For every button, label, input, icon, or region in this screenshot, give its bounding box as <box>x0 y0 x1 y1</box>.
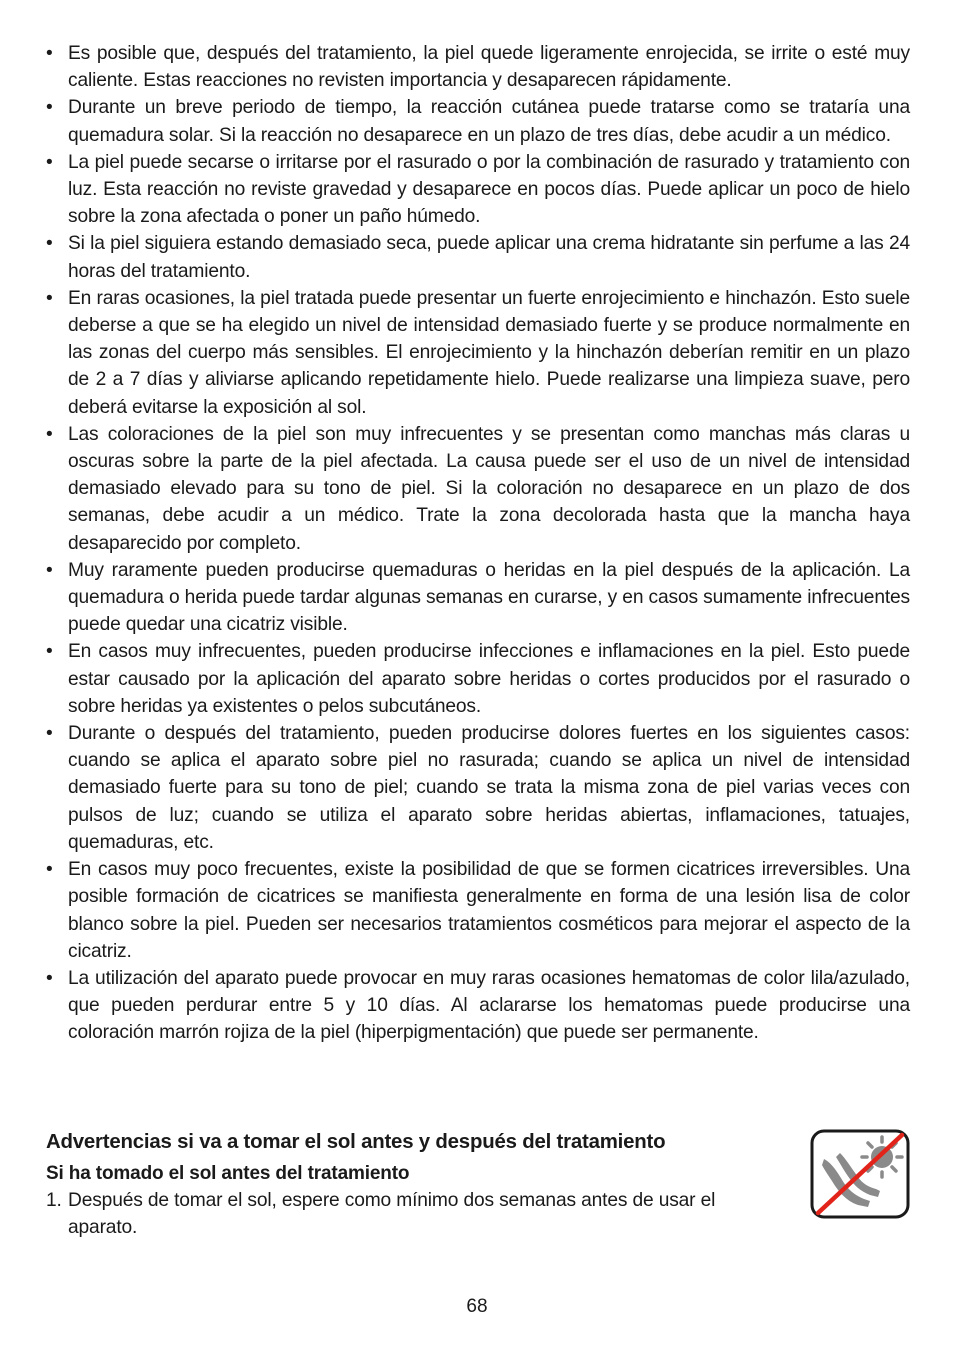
list-item <box>46 638 910 720</box>
page-number: 68 <box>466 1296 488 1317</box>
section-subheading: Si ha tomado el sol antes del tratamiento <box>46 1163 410 1184</box>
side-effects-list <box>46 40 910 1047</box>
list-item <box>46 421 910 557</box>
section-heading: Advertencias si va a tomar el sol antes y después del tratamiento <box>46 1131 666 1153</box>
bullet-marker: • <box>46 43 53 64</box>
list-item <box>46 40 910 94</box>
bullet-marker: • <box>46 423 53 445</box>
list-item-text: En raras ocasiones, la piel tratada puede presentar un fuerte enrojecimiento e hinchazón. Esto suele deberse a que se ha elegido un nivel de intensidad demasiado fuerte y se produce normalmente en las zonas del cuerpo más sensibles. El enrojecimiento y la hinchazón deberían remitir en un plazo de 2 a 7 días y aliviarse aplicando repetidamente hielo. Puede realizarse una limpieza suave, pero deberá evitarse la exposición al sol. <box>68 287 910 418</box>
bullet-marker: • <box>46 859 53 881</box>
list-item-text: En casos muy poco frecuentes, existe la posibilidad de que se formen cicatrices irreversibles. Una posible formación de cicatrices se manifiesta generalmente en forma de una lesión lisa de color blanco sobre la piel. Pueden ser necesarios tratamientos cosméticos para mejorar el aspecto de la cicatriz. <box>68 859 910 962</box>
list-item <box>46 856 910 965</box>
bullet-marker: • <box>46 287 53 309</box>
list-item <box>46 94 910 148</box>
list-item <box>46 230 910 284</box>
list-item <box>46 149 910 231</box>
step-text: Después de tomar el sol, espere como mínimo dos semanas antes de usar el aparato. <box>68 1190 716 1239</box>
list-item <box>46 720 910 856</box>
list-item-text: Muy raramente pueden producirse quemaduras o heridas en la piel después de la aplicación. La quemadura o herida puede tardar algunas semanas en curarse, y en casos sumamente infrecuentes puede quedar una cicatriz visible. <box>68 559 910 636</box>
bullet-marker: • <box>46 723 53 745</box>
bullet-marker: • <box>46 97 53 119</box>
bullet-marker: • <box>46 559 53 581</box>
steps-list <box>46 1187 786 1241</box>
bullet-marker: • <box>46 151 53 173</box>
bullet-marker: • <box>46 641 53 663</box>
sun-warnings-section <box>46 1128 910 1241</box>
step-number: 1. <box>46 1190 62 1211</box>
list-item-text: Durante un breve periodo de tiempo, la reacción cutánea puede tratarse como se trataría una quemadura solar. Si la reacción no desaparece en un plazo de tres días, debe acudir a un médico. <box>68 97 910 146</box>
list-item-text: La utilización del aparato puede provocar en muy raras ocasiones hematomas de color lila/azulado, que pueden perdurar entre 5 y 10 días. Al aclararse los hematomas puede producirse una coloración marrón rojiza de la piel (hiperpigmentación) que puede ser permanente. <box>68 967 910 1044</box>
list-item <box>46 557 910 639</box>
page-body <box>46 40 910 1047</box>
list-item-text: En casos muy infrecuentes, pueden producirse infecciones e inflamaciones en la piel. Esto puede estar causado por la aplicación del aparato sobre heridas o cortes producidos por el rasurado o sobre heridas ya existentes o pelos subcutáneos. <box>68 641 910 717</box>
list-item-text: Es posible que, después del tratamiento, la piel quede ligeramente enrojecida, se irrite o esté muy caliente. Estas reacciones no revisten importancia y desaparecen rápidamente. <box>68 43 910 92</box>
list-item <box>46 1187 786 1241</box>
list-item <box>46 965 910 1047</box>
bullet-marker: • <box>46 233 53 255</box>
list-item <box>46 285 910 421</box>
list-item-text: La piel puede secarse o irritarse por el rasurado o por la combinación de rasurado y tratamiento con luz. Esta reacción no reviste gravedad y desaparece en pocos días. Puede aplicar un poco de hielo sobre la zona afectada o poner un paño húmedo. <box>68 151 910 228</box>
list-item-text: Las coloraciones de la piel son muy infrecuentes y se presentan como manchas más claras u oscuras sobre la parte de la piel afectada. La causa puede ser el uso de un nivel de intensidad demasiado elevado para su tono de piel. Si la coloración no desaparece en un plazo de dos semanas, debe acudir a un médico. Trate la zona decolorada hasta que la mancha haya desaparecido por completo. <box>68 423 910 554</box>
no-sun-exposure-icon <box>810 1129 910 1219</box>
list-item-text: Si la piel siguiera estando demasiado seca, puede aplicar una crema hidratante sin perfume a las 24 horas del tratamiento. <box>68 233 910 282</box>
bullet-marker: • <box>46 967 53 989</box>
list-item-text: Durante o después del tratamiento, pueden producirse dolores fuertes en los siguientes casos: cuando se aplica el aparato sobre piel no rasurada; cuando se aplica un nivel de intensidad demasiado fuerte para su tono de piel; cuando se trata la misma zona de piel varias veces con pulsos de luz; cuando se utiliza el aparato sobre heridas abiertas, inflamaciones, tatuajes, quemaduras, etc. <box>68 723 910 853</box>
